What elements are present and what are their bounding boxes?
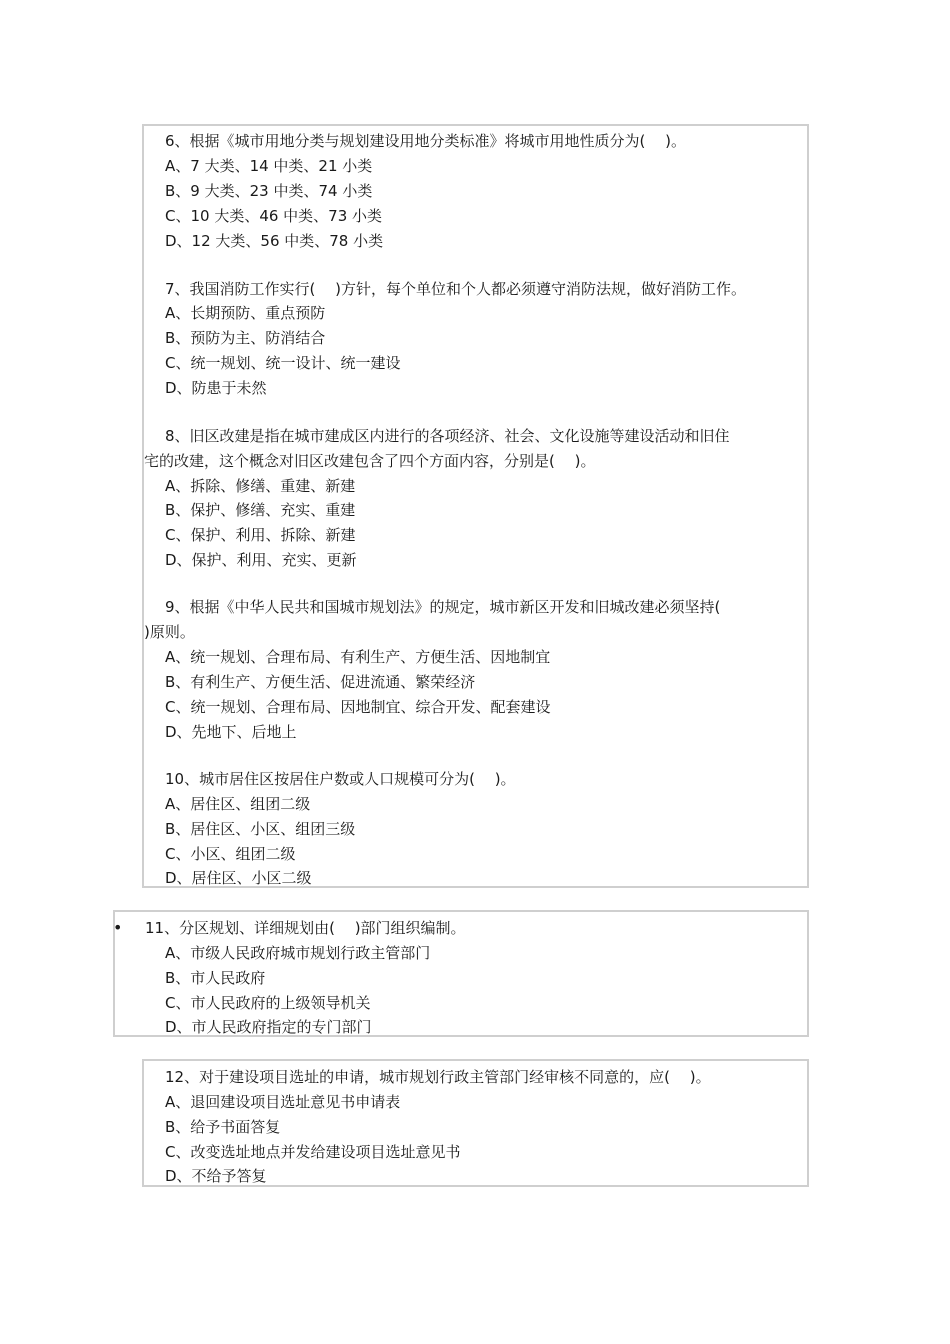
question-7-option-a: A、长期预防、重点预防 bbox=[165, 304, 326, 322]
question-11-stem-line-1: 11、分区规划、详细规划由( )部门组织编制。 bbox=[145, 919, 466, 937]
question-6-option-c: C、10 大类、46 中类、73 小类 bbox=[165, 207, 383, 225]
question-12-option-b: B、给予书面答复 bbox=[165, 1118, 281, 1136]
question-7-option-b: B、预防为主、防消结合 bbox=[165, 329, 326, 347]
question-9-stem-line-2: )原则。 bbox=[144, 623, 195, 641]
question-11-option-d: D、市人民政府指定的专门部门 bbox=[165, 1018, 372, 1036]
question-6-option-d: D、12 大类、56 中类、78 小类 bbox=[165, 232, 384, 250]
question-10-stem-line-1: 10、城市居住区按居住户数或人口规模可分为( )。 bbox=[165, 770, 516, 788]
question-6-option-b: B、9 大类、23 中类、74 小类 bbox=[165, 182, 373, 200]
question-7-option-c: C、统一规划、统一设计、统一建设 bbox=[165, 354, 401, 372]
question-9-option-c: C、统一规划、合理布局、因地制宜、综合开发、配套建设 bbox=[165, 698, 551, 716]
question-6-stem-line-1: 6、根据《城市用地分类与规划建设用地分类标准》将城市用地性质分为( )。 bbox=[165, 132, 687, 150]
question-11-option-a: A、市级人民政府城市规划行政主管部门 bbox=[165, 944, 431, 962]
question-11-option-c: C、市人民政府的上级领导机关 bbox=[165, 994, 371, 1012]
question-6-option-a: A、7 大类、14 中类、21 小类 bbox=[165, 157, 373, 175]
question-10-option-c: C、小区、组团二级 bbox=[165, 845, 296, 863]
question-10-option-d: D、居住区、小区二级 bbox=[165, 869, 312, 887]
question-11-option-b: B、市人民政府 bbox=[165, 969, 266, 987]
question-12-option-d: D、不给予答复 bbox=[165, 1167, 267, 1185]
question-12-option-c: C、改变选址地点并发给建设项目选址意见书 bbox=[165, 1143, 461, 1161]
question-8-stem-line-2: 宅的改建，这个概念对旧区改建包含了四个方面内容，分别是( )。 bbox=[144, 452, 596, 470]
list-bullet: • bbox=[113, 918, 123, 937]
question-9-stem-line-1: 9、根据《中华人民共和国城市规划法》的规定，城市新区开发和旧城改建必须坚持( bbox=[165, 598, 721, 616]
question-7-stem-line-1: 7、我国消防工作实行( )方针，每个单位和个人都必须遵守消防法规，做好消防工作。 bbox=[165, 280, 747, 298]
question-8-stem-line-1: 8、旧区改建是指在城市建成区内进行的各项经济、社会、文化设施等建设活动和旧住 bbox=[165, 427, 730, 445]
question-8-option-b: B、保护、修缮、充实、重建 bbox=[165, 501, 356, 519]
question-9-option-d: D、先地下、后地上 bbox=[165, 723, 297, 741]
question-8-option-a: A、拆除、修缮、重建、新建 bbox=[165, 477, 356, 495]
question-9-option-b: B、有利生产、方便生活、促进流通、繁荣经济 bbox=[165, 673, 476, 691]
question-10-option-a: A、居住区、组团二级 bbox=[165, 795, 311, 813]
question-12-option-a: A、退回建设项目选址意见书申请表 bbox=[165, 1093, 401, 1111]
question-7-option-d: D、防患于未然 bbox=[165, 379, 267, 397]
question-12-stem-line-1: 12、对于建设项目选址的申请，城市规划行政主管部门经审核不同意的，应( )。 bbox=[165, 1068, 711, 1086]
question-8-option-d: D、保护、利用、充实、更新 bbox=[165, 551, 357, 569]
question-10-option-b: B、居住区、小区、组团三级 bbox=[165, 820, 356, 838]
question-8-option-c: C、保护、利用、拆除、新建 bbox=[165, 526, 356, 544]
question-9-option-a: A、统一规划、合理布局、有利生产、方便生活、因地制宜 bbox=[165, 648, 551, 666]
